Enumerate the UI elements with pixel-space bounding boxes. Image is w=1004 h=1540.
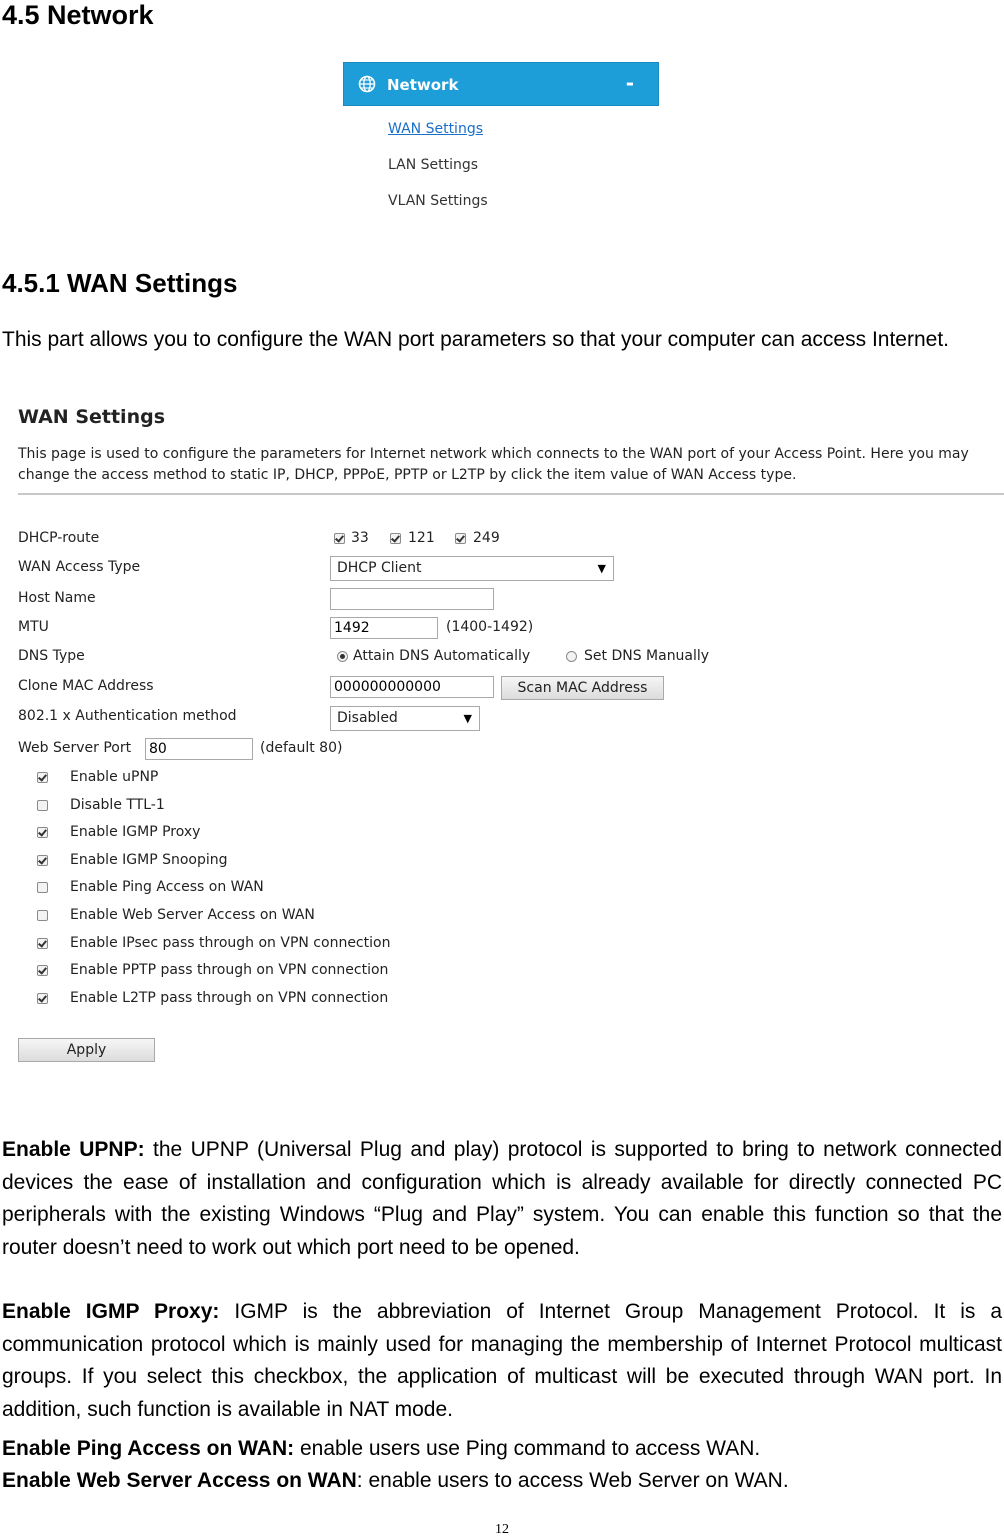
menu-item-wan-settings[interactable]: WAN Settings <box>388 121 483 137</box>
ping-term: Enable Ping Access on WAN: <box>2 1437 295 1460</box>
web-port-input[interactable]: 80 <box>145 738 253 760</box>
enable-upnp-label: Enable uPNP <box>70 769 159 785</box>
mtu-label: MTU <box>18 619 49 635</box>
dhcp-route-249-label: 249 <box>473 530 500 546</box>
dhcp-route-33-checkbox[interactable] <box>334 533 345 544</box>
network-menu-title: Network <box>387 76 459 94</box>
network-menu-header[interactable] <box>343 62 659 106</box>
dhcp-route-label: DHCP-route <box>18 530 100 546</box>
enable-pptp-checkbox[interactable] <box>37 965 48 976</box>
igmp-paragraph <box>2 1296 1002 1426</box>
igmp-text: IGMP is the abbreviation of Internet Group Management Protocol. It is a communication protocol which is mainly used for managing the membership of Internet Protocol multicast groups. If you select this checkbox, the application of multicast will be executed through WAN port. In addition, such function is available in NAT mode. <box>2 1300 1002 1421</box>
mtu-range-hint: (1400-1492) <box>446 619 534 635</box>
wan-access-type-label: WAN Access Type <box>18 559 141 575</box>
dns-auto-radio[interactable] <box>337 651 348 662</box>
enable-upnp-checkbox[interactable] <box>37 772 48 783</box>
enable-ping-wan-checkbox[interactable] <box>37 882 48 893</box>
web-port-label: Web Server Port <box>18 740 132 756</box>
enable-ping-wan-label: Enable Ping Access on WAN <box>70 879 264 895</box>
apply-button[interactable]: Apply <box>18 1038 155 1062</box>
subsection-heading: 4.5.1 WAN Settings <box>2 268 238 298</box>
web-text: : enable users to access Web Server on WAN. <box>356 1469 789 1492</box>
dns-manual-radio[interactable] <box>566 651 577 662</box>
collapse-icon[interactable]: - <box>625 71 634 95</box>
enable-igmp-snooping-checkbox[interactable] <box>37 855 48 866</box>
enable-igmp-proxy-label: Enable IGMP Proxy <box>70 824 201 840</box>
enable-ipsec-checkbox[interactable] <box>37 938 48 949</box>
divider <box>18 493 1004 495</box>
dhcp-route-121-checkbox[interactable] <box>390 533 401 544</box>
wan-settings-description: This page is used to configure the parameters for Internet network which connects to the WAN port of your Access Point. Here you may change the access method to static IP, DHCP, PPPoE, PPTP or L2TP by click the item value of WAN Access type. <box>18 446 969 483</box>
scan-mac-button[interactable]: Scan MAC Address <box>501 676 664 700</box>
wan-access-type-select[interactable] <box>330 556 614 581</box>
enable-igmp-snooping-label: Enable IGMP Snooping <box>70 852 228 868</box>
host-name-input[interactable] <box>330 588 494 610</box>
upnp-term: Enable UPNP: <box>2 1138 145 1161</box>
menu-item-lan-settings[interactable]: LAN Settings <box>388 157 479 173</box>
dhcp-route-33-label: 33 <box>351 530 369 546</box>
clone-mac-input[interactable]: 000000000000 <box>330 676 494 698</box>
disable-ttl-checkbox[interactable] <box>37 800 48 811</box>
igmp-term: Enable IGMP Proxy: <box>2 1300 220 1323</box>
dns-auto-label: Attain DNS Automatically <box>353 648 531 664</box>
ping-paragraph <box>2 1433 1002 1466</box>
enable-ipsec-label: Enable IPsec pass through on VPN connection <box>70 935 391 951</box>
mtu-input[interactable]: 1492 <box>330 617 438 639</box>
section-heading: 4.5 Network <box>2 0 154 30</box>
wan-settings-screenshot <box>0 400 1004 1080</box>
host-name-label: Host Name <box>18 590 96 606</box>
page-number: 12 <box>495 1522 509 1537</box>
enable-web-wan-checkbox[interactable] <box>37 910 48 921</box>
dhcp-route-121-label: 121 <box>408 530 435 546</box>
wan-settings-title: WAN Settings <box>18 406 166 428</box>
upnp-paragraph <box>2 1134 1002 1264</box>
auth-method-label: 802.1 x Authentication method <box>18 708 237 724</box>
enable-l2tp-checkbox[interactable] <box>37 993 48 1004</box>
dns-manual-label: Set DNS Manually <box>584 648 710 664</box>
disable-ttl-label: Disable TTL-1 <box>70 797 165 813</box>
intro-paragraph: This part allows you to configure the WAN port parameters so that your computer can access Internet. <box>2 328 949 351</box>
globe-icon <box>358 75 376 93</box>
web-server-paragraph <box>2 1465 1002 1498</box>
web-term: Enable Web Server Access on WAN <box>2 1469 357 1492</box>
auth-method-select[interactable] <box>330 706 480 731</box>
enable-l2tp-label: Enable L2TP pass through on VPN connection <box>70 990 389 1006</box>
clone-mac-label: Clone MAC Address <box>18 678 154 694</box>
ping-text: enable users use Ping command to access WAN. <box>294 1437 761 1460</box>
web-port-hint: (default 80) <box>260 740 343 756</box>
dropdown-arrow-icon: ▼ <box>463 712 472 725</box>
dropdown-arrow-icon: ▼ <box>597 562 606 575</box>
enable-web-wan-label: Enable Web Server Access on WAN <box>70 907 315 923</box>
dns-type-label: DNS Type <box>18 648 85 664</box>
enable-igmp-proxy-checkbox[interactable] <box>37 827 48 838</box>
enable-pptp-label: Enable PPTP pass through on VPN connection <box>70 962 389 978</box>
dhcp-route-249-checkbox[interactable] <box>455 533 466 544</box>
wan-access-type-value: DHCP Client <box>337 560 422 576</box>
upnp-text: the UPNP (Universal Plug and play) protocol is supported to bring to network connected devices the ease of installation and configuration which is already available for directly connected PC peripherals with the existing Windows “Plug and Play” system. You can enable this function so that the router doesn’t need to work out which port need to be opened. <box>2 1138 1003 1259</box>
menu-item-vlan-settings[interactable]: VLAN Settings <box>388 193 488 209</box>
auth-method-value: Disabled <box>337 710 398 726</box>
